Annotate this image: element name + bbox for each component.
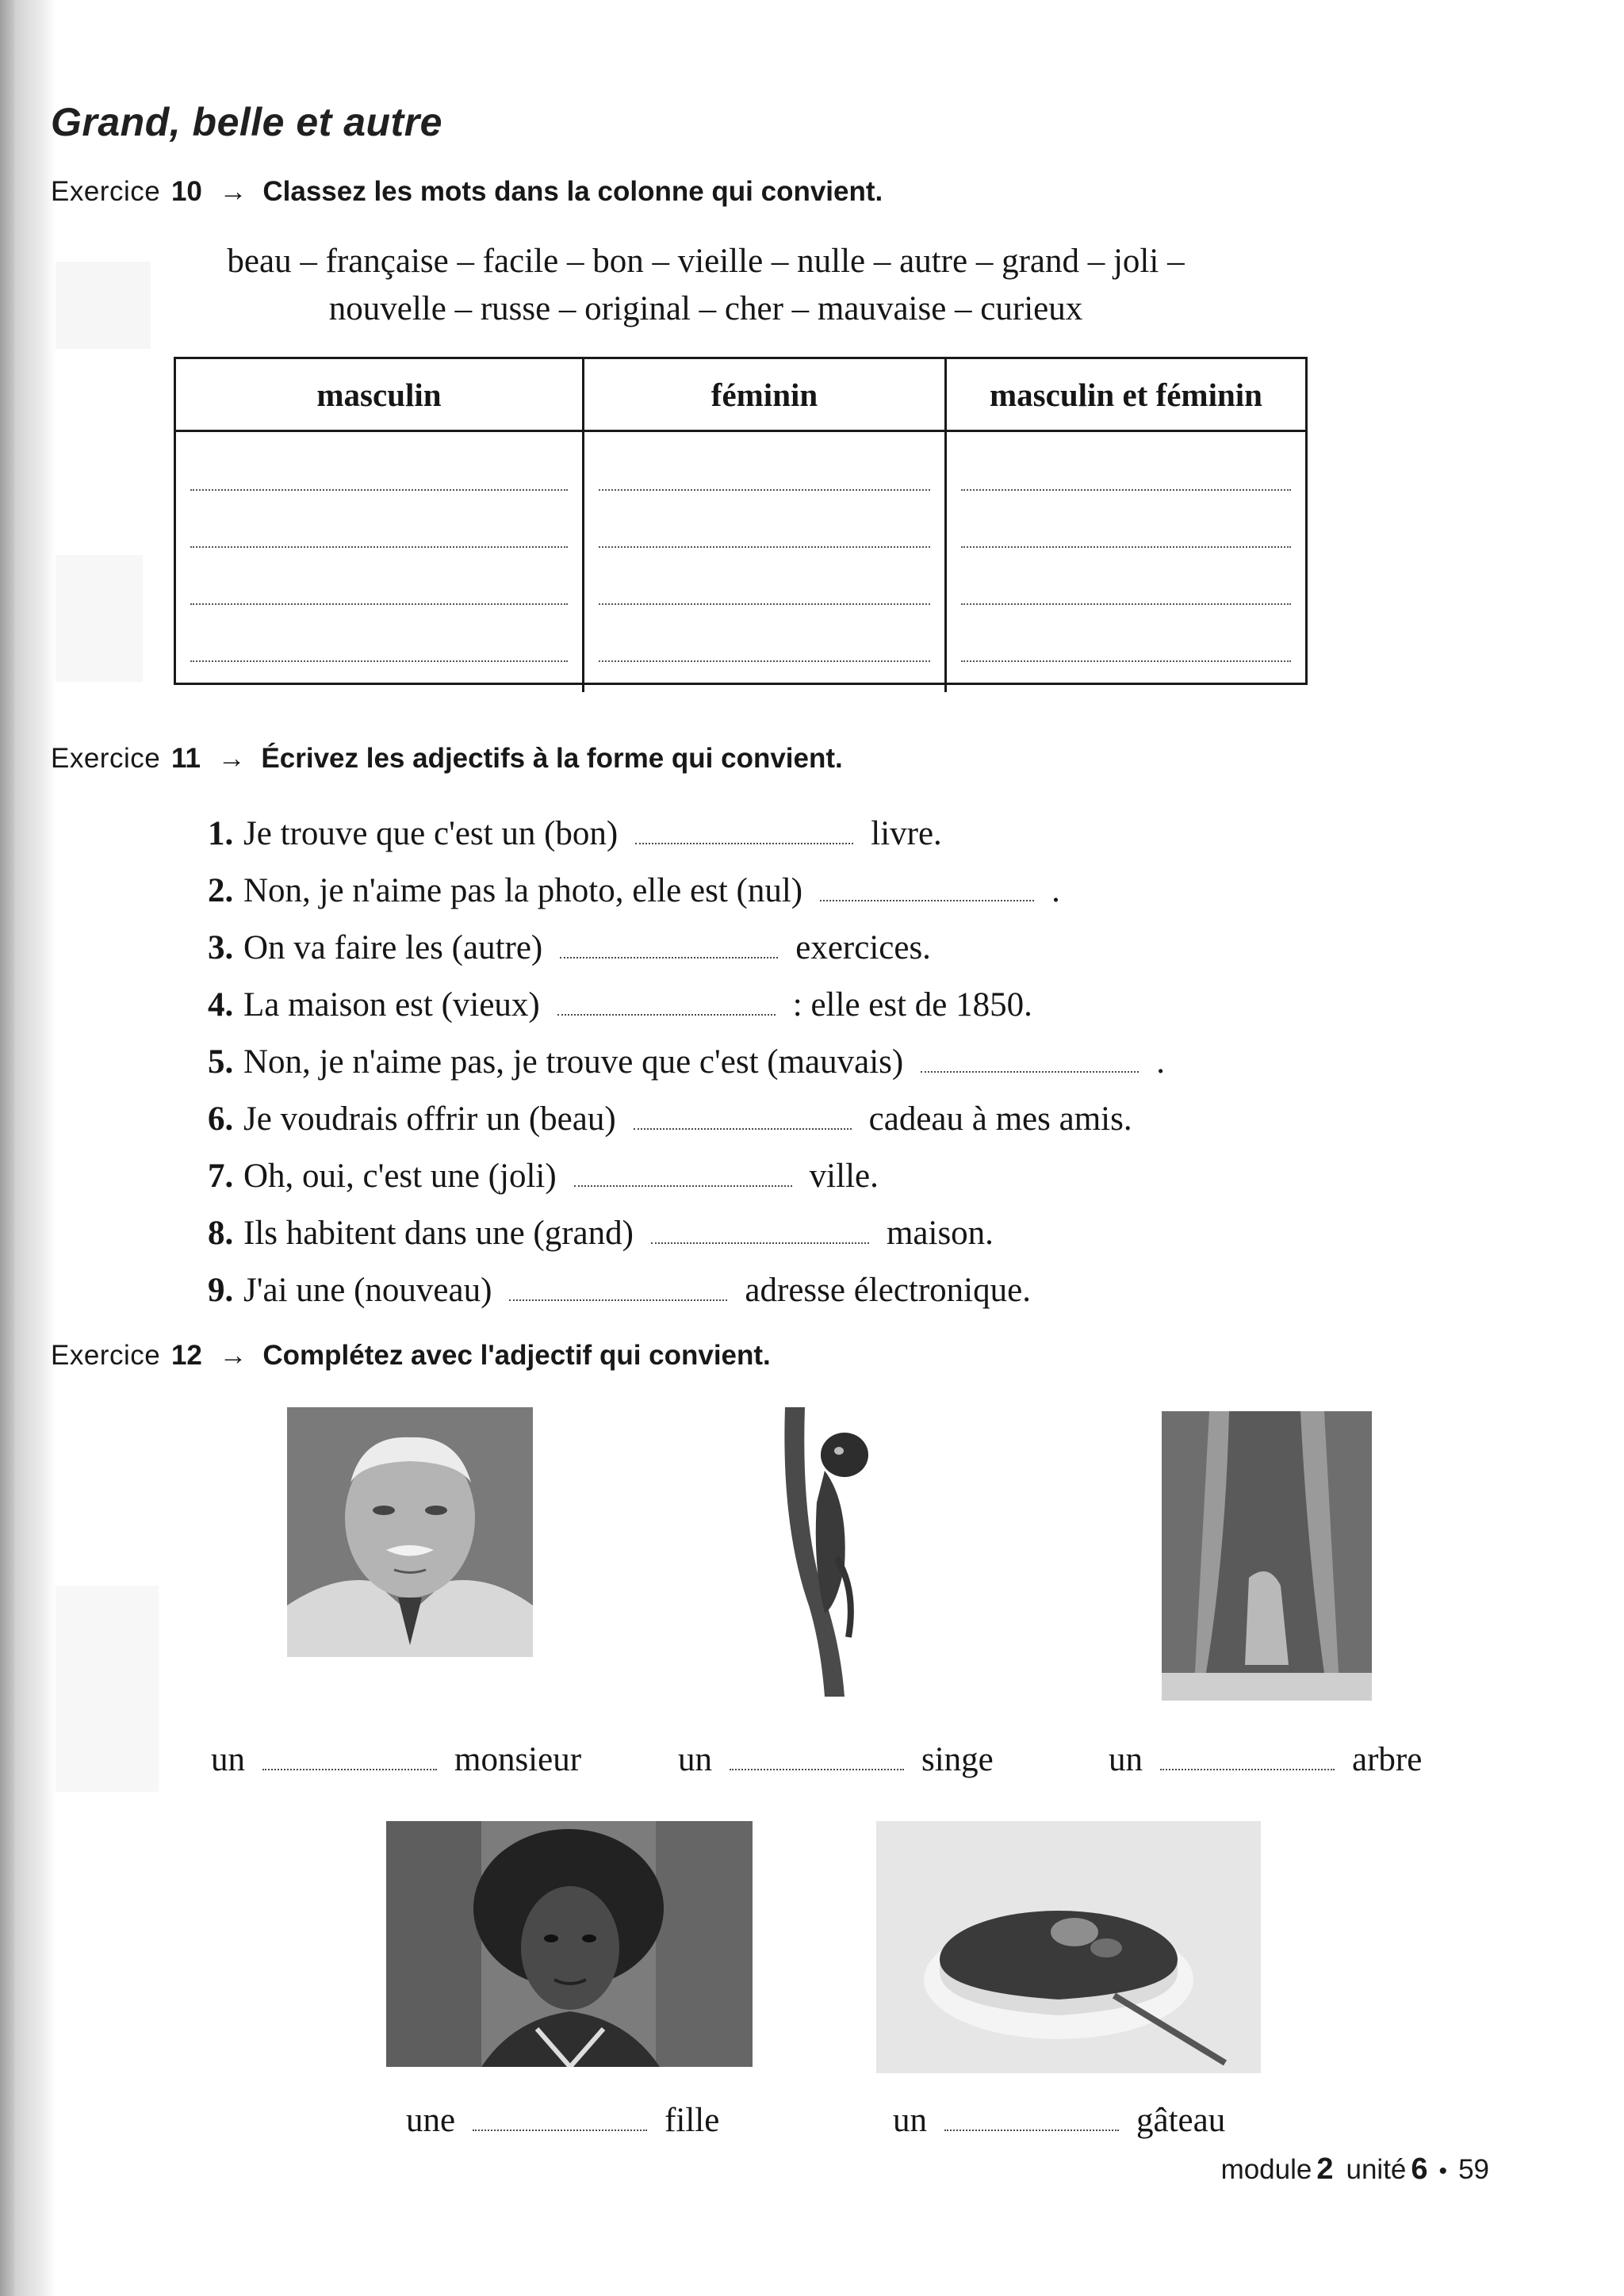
answer-line[interactable] <box>961 635 1291 662</box>
caption-singe <box>678 1740 994 1779</box>
word-list-line: nouvelle – russe – original – cher – mauvaise – curieux <box>328 290 1083 327</box>
word-list <box>119 238 1293 333</box>
photo-cake <box>876 1821 1261 2073</box>
sentence-item <box>208 1096 1165 1153</box>
item-number: 5. <box>208 1043 234 1081</box>
answer-blank[interactable] <box>651 1215 869 1244</box>
sentence-start: La maison est (vieux) <box>243 986 540 1024</box>
page-footer <box>1221 2152 1489 2187</box>
arrow-icon: → <box>219 176 247 207</box>
sentence-end: exercices. <box>795 929 931 966</box>
footer-unit-label: unité <box>1346 2154 1407 2185</box>
footer-module-number: 2 <box>1316 2152 1334 2186</box>
item-number: 8. <box>208 1215 234 1252</box>
answer-blank[interactable] <box>730 1742 904 1770</box>
photo-girl <box>386 1821 753 2067</box>
caption-article: une <box>406 2102 456 2139</box>
exercise-instruction: Écrivez les adjectifs à la forme qui convient. <box>261 743 843 774</box>
item-number: 7. <box>208 1158 234 1195</box>
caption-noun: singe <box>921 1741 994 1778</box>
sentence-end: cadeau à mes amis. <box>868 1100 1132 1138</box>
sentence-item <box>208 982 1165 1039</box>
sentence-item <box>208 1153 1165 1210</box>
caption-article: un <box>893 2102 927 2139</box>
sentence-start: Je voudrais offrir un (beau) <box>243 1100 616 1138</box>
sentence-list <box>208 810 1165 1324</box>
item-number: 3. <box>208 929 234 966</box>
item-number: 6. <box>208 1100 234 1138</box>
word-list-line: beau – française – facile – bon – vieille – nulle – autre – grand – joli – <box>227 243 1185 280</box>
exercise-label: Exercice <box>51 743 161 774</box>
answer-column-masculin[interactable] <box>176 432 584 692</box>
answer-blank[interactable] <box>509 1272 727 1301</box>
answer-line[interactable] <box>599 521 930 548</box>
caption-noun: arbre <box>1352 1741 1423 1778</box>
caption-article: un <box>1109 1741 1143 1778</box>
answer-line[interactable] <box>190 464 568 491</box>
caption-monsieur <box>211 1740 581 1779</box>
footer-module-label: module <box>1220 2154 1312 2185</box>
photo-monkey <box>769 1407 880 1697</box>
answer-blank[interactable] <box>634 1101 852 1130</box>
answer-blank[interactable] <box>262 1742 437 1770</box>
caption-arbre <box>1109 1740 1422 1779</box>
caption-article: un <box>678 1741 712 1778</box>
exercise-number: 12 <box>170 1340 202 1371</box>
sentence-end: livre. <box>871 815 942 852</box>
answer-column-masculin-et-feminin[interactable] <box>947 432 1305 692</box>
scan-ghost-mark <box>56 555 143 682</box>
sentence-item <box>208 810 1165 867</box>
sentence-start: J'ai une (nouveau) <box>243 1272 492 1309</box>
exercise-label: Exercice <box>51 1340 161 1371</box>
exercise-11-heading <box>51 743 843 775</box>
sentence-start: Ils habitent dans une (grand) <box>243 1215 634 1252</box>
sentence-item <box>208 924 1165 982</box>
column-header-masculin: masculin <box>176 359 584 432</box>
answer-line[interactable] <box>599 464 930 491</box>
item-number: 2. <box>208 872 234 909</box>
exercise-instruction: Classez les mots dans la colonne qui convient. <box>262 176 883 207</box>
sentence-start: Non, je n'aime pas, je trouve que c'est (mauvais) <box>243 1043 904 1081</box>
sentence-end: adresse électronique. <box>745 1272 1031 1309</box>
arrow-icon: → <box>219 1340 247 1371</box>
exercise-label: Exercice <box>51 176 161 207</box>
answer-blank[interactable] <box>635 816 853 844</box>
sentence-end: ville. <box>809 1158 879 1195</box>
exercise-12-heading <box>51 1340 771 1372</box>
answer-line[interactable] <box>961 578 1291 605</box>
column-header-masculin-et-feminin: masculin et féminin <box>947 359 1305 432</box>
photo-tree <box>1162 1411 1372 1701</box>
caption-noun: monsieur <box>454 1741 582 1778</box>
item-number: 1. <box>208 815 234 852</box>
page-number: 59 <box>1458 2154 1489 2185</box>
caption-gateau <box>893 2101 1225 2140</box>
column-header-feminin: féminin <box>584 359 947 432</box>
answer-line[interactable] <box>599 578 930 605</box>
footer-bullet: • <box>1438 2158 1448 2184</box>
answer-line[interactable] <box>190 635 568 662</box>
caption-noun: gâteau <box>1136 2102 1226 2139</box>
sentence-start: Oh, oui, c'est une (joli) <box>243 1158 557 1195</box>
sentence-end: . <box>1051 872 1060 909</box>
answer-line[interactable] <box>190 578 568 605</box>
scan-ghost-mark <box>56 1586 159 1792</box>
caption-fille <box>406 2101 719 2140</box>
answer-line[interactable] <box>961 464 1291 491</box>
classification-table <box>174 357 1308 685</box>
sentence-start: On va faire les (autre) <box>243 929 543 966</box>
answer-line[interactable] <box>190 521 568 548</box>
caption-noun: fille <box>665 2102 720 2139</box>
sentence-item <box>208 1210 1165 1267</box>
answer-blank[interactable] <box>944 2103 1119 2131</box>
scan-binding-edge <box>0 0 14 2296</box>
exercise-10-heading <box>51 176 883 208</box>
sentence-start: Je trouve que c'est un (bon) <box>243 815 619 852</box>
section-title: Grand, belle et autre <box>51 100 442 144</box>
answer-blank[interactable] <box>1160 1742 1335 1770</box>
sentence-item <box>208 1039 1165 1096</box>
footer-unit-number: 6 <box>1411 2152 1428 2186</box>
item-number: 4. <box>208 986 234 1024</box>
arrow-icon: → <box>217 743 246 774</box>
answer-blank[interactable] <box>574 1158 792 1187</box>
answer-blank[interactable] <box>921 1044 1139 1073</box>
answer-blank[interactable] <box>473 2103 647 2131</box>
answer-line[interactable] <box>599 635 930 662</box>
photo-old-man <box>287 1407 533 1657</box>
answer-blank[interactable] <box>820 873 1034 901</box>
sentence-end: maison. <box>886 1215 994 1252</box>
sentence-end: : elle est de 1850. <box>792 986 1032 1024</box>
sentence-end: . <box>1156 1043 1165 1081</box>
sentence-start: Non, je n'aime pas la photo, elle est (nul) <box>243 872 803 909</box>
sentence-item <box>208 1267 1165 1324</box>
exercise-number: 10 <box>170 176 202 207</box>
answer-column-feminin[interactable] <box>584 432 947 692</box>
answer-blank[interactable] <box>560 930 778 959</box>
item-number: 9. <box>208 1272 234 1309</box>
exercise-number: 11 <box>170 743 201 774</box>
answer-blank[interactable] <box>557 987 776 1016</box>
caption-article: un <box>211 1741 245 1778</box>
answer-line[interactable] <box>961 521 1291 548</box>
exercise-instruction: Complétez avec l'adjectif qui convient. <box>262 1340 771 1371</box>
sentence-item <box>208 867 1165 924</box>
